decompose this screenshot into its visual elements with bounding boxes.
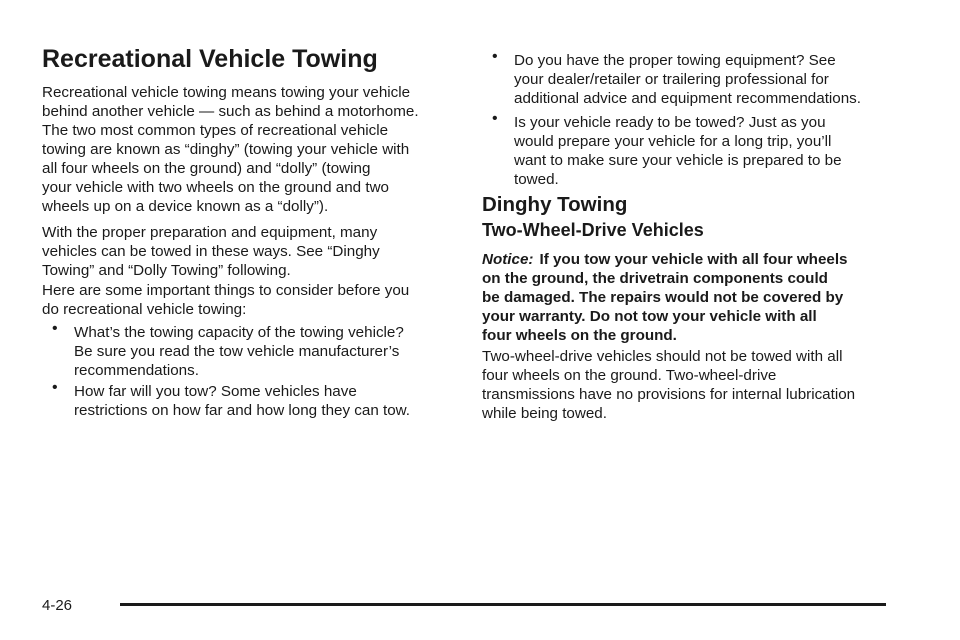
bullet-item — [42, 379, 450, 420]
text-line: be damaged. The repairs would not be covered by — [482, 289, 844, 306]
bullet-item — [482, 48, 892, 108]
text-line: Towing” and “Dolly Towing” following. — [42, 262, 291, 279]
text-line: Is your vehicle ready to be towed? Just as you — [514, 114, 826, 131]
text-line: your warranty. Do not tow your vehicle with all — [482, 308, 817, 325]
text-line: would prepare your vehicle for a long trip, you’ll — [514, 133, 832, 150]
two-wheel-drive-paragraph — [482, 347, 892, 423]
text-line: Do you have the proper towing equipment? See — [514, 52, 836, 69]
bullet-icon: • — [52, 320, 58, 337]
bullet-item — [482, 110, 892, 189]
text-line: towed. — [514, 171, 559, 188]
text-line: additional advice and equipment recommendations. — [514, 90, 861, 107]
footer-rule — [120, 603, 886, 606]
two-wheel-drive-heading: Two-Wheel-Drive Vehicles — [482, 220, 704, 240]
section-title: Recreational Vehicle Towing — [42, 45, 378, 73]
preparation-paragraph — [42, 223, 450, 280]
text-line: With the proper preparation and equipment, many — [42, 224, 378, 241]
text-line: How far will you tow? Some vehicles have — [74, 383, 357, 400]
text-line: recommendations. — [74, 362, 199, 379]
dinghy-towing-heading: Dinghy Towing — [482, 193, 628, 216]
text-line: want to make sure your vehicle is prepared to be — [514, 152, 842, 169]
text-line: while being towed. — [482, 405, 607, 422]
text-line: restrictions on how far and how long they can tow. — [74, 402, 411, 419]
bullet-icon: • — [52, 379, 58, 396]
text-line: Here are some important things to consider before you — [42, 282, 410, 299]
text-line: What’s the towing capacity of the towing vehicle? — [74, 324, 404, 341]
text-line: your dealer/retailer or trailering professional for — [514, 71, 829, 88]
bullet-icon: • — [492, 110, 498, 127]
text-line: The two most common types of recreational vehicle — [42, 122, 389, 139]
bullet-item — [42, 320, 450, 380]
considerations-paragraph — [42, 281, 450, 319]
intro-paragraph — [42, 83, 450, 216]
text-line: behind another vehicle — such as behind a motorhome. — [42, 103, 419, 120]
text-line: on the ground, the drivetrain components could — [482, 270, 828, 287]
text-line: your vehicle with two wheels on the ground and two — [42, 179, 389, 196]
text-line: vehicles can be towed in these ways. See “Dinghy — [42, 243, 380, 260]
text-line: wheels up on a device known as a “dolly”). — [42, 198, 329, 215]
text-line: four wheels on the ground. Two-wheel-drive — [482, 367, 777, 384]
text-line: four wheels on the ground. — [482, 327, 677, 344]
text-line: all four wheels on the ground) and “dolly” (towing — [42, 160, 371, 177]
notice-label: Notice: — [482, 251, 534, 268]
notice-block — [482, 250, 892, 345]
text-line: Be sure you read the tow vehicle manufacturer’s — [74, 343, 400, 360]
text-line: Two-wheel-drive vehicles should not be towed with all — [482, 348, 843, 365]
text-line: Recreational vehicle towing means towing your vehicle — [42, 84, 411, 101]
text-line: towing are known as “dinghy” (towing your vehicle with — [42, 141, 410, 158]
text-line: transmissions have no provisions for internal lubrication — [482, 386, 856, 403]
text-line: If you tow your vehicle with all four wheels — [539, 251, 848, 268]
text-line: do recreational vehicle towing: — [42, 301, 247, 318]
bullet-icon: • — [492, 48, 498, 65]
page-number: 4-26 — [42, 597, 73, 614]
